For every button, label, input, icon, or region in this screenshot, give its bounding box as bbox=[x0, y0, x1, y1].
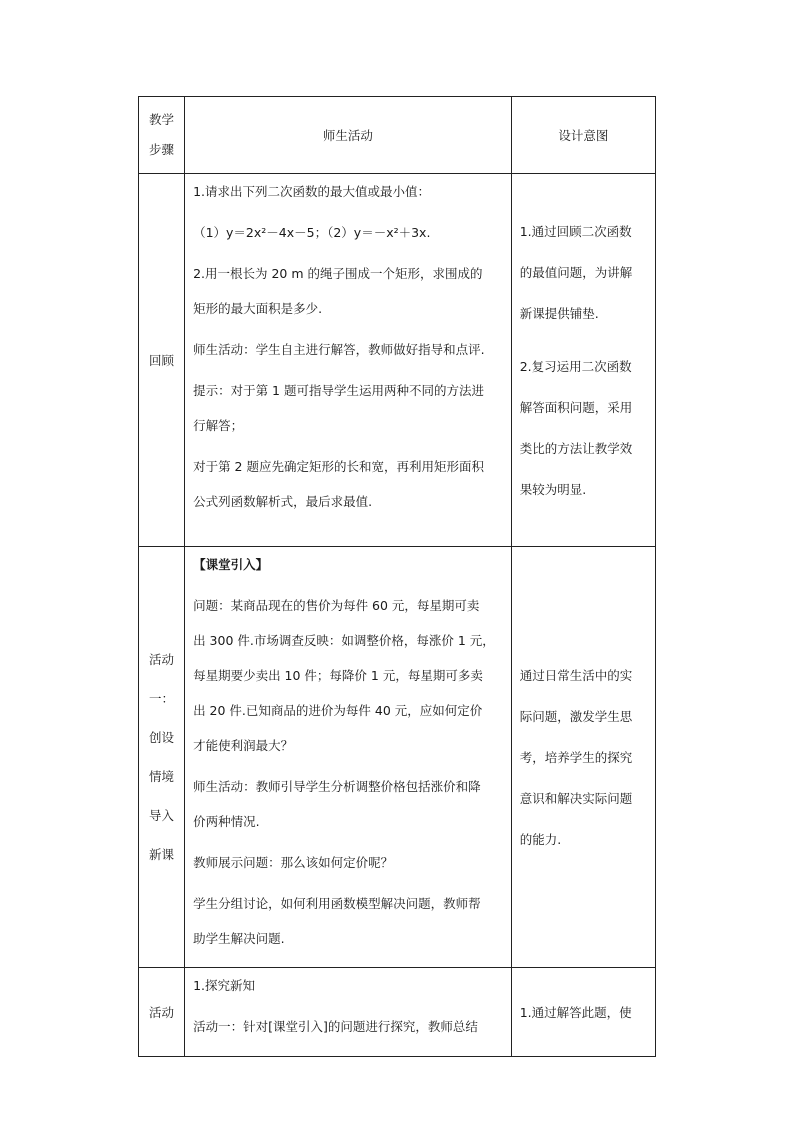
review-question1: 1.请求出下列二次函数的最大值或最小值： bbox=[193, 184, 431, 199]
activity1-problem-line: 问题：某商品现在的售价为每件 60 元，每星期可卖 bbox=[193, 598, 480, 613]
header-step-line2: 步骤 bbox=[149, 142, 175, 157]
activity1-intent-cell bbox=[511, 547, 655, 968]
activity1-intent-line: 通过日常生活中的实 bbox=[519, 667, 633, 683]
review-intent1-line: 1.通过回顾二次函数 bbox=[519, 223, 632, 239]
activity1-step-line: 一： bbox=[149, 691, 175, 706]
review-question2-line1: 2.用一根长为 20 m 的绳子围成一个矩形，求围成的 bbox=[193, 266, 483, 281]
review-intent1-line: 新课提供铺垫. bbox=[519, 305, 599, 321]
table-header-row bbox=[139, 97, 656, 174]
activity1-step-cell bbox=[139, 547, 185, 968]
activity2-intent-cell: 1.通过解答此题，使 bbox=[511, 968, 655, 1057]
review-intent1-line: 的最值问题，为讲解 bbox=[519, 264, 633, 280]
activity2-title: 1.探究新知 bbox=[193, 978, 256, 993]
lesson-plan-table bbox=[138, 96, 656, 1057]
review-hint2-line1: 对于第 2 题应先确定矩形的长和宽，再利用矩形面积 bbox=[193, 459, 484, 474]
activity1-step-line: 导入 bbox=[149, 808, 175, 823]
review-row bbox=[139, 174, 656, 547]
header-intent-cell: 设计意图 bbox=[511, 97, 655, 174]
header-step-cell bbox=[139, 97, 185, 174]
activity1-step-line: 活动 bbox=[149, 652, 175, 667]
activity1-row bbox=[139, 547, 656, 968]
activity1-teacher-line: 价两种情况. bbox=[193, 814, 260, 829]
review-hint-line2: 行解答； bbox=[193, 418, 244, 433]
review-question1-functions: （1）y＝2x²－4x－5；（2）y＝－x²＋3x. bbox=[193, 225, 431, 240]
review-teacher-activity: 师生活动：学生自主进行解答，教师做好指导和点评. bbox=[193, 342, 485, 357]
activity1-section-title: 【课堂引入】 bbox=[193, 557, 269, 572]
activity1-intent-line: 的能力. bbox=[519, 831, 562, 847]
activity2-step-cell: 活动 bbox=[139, 968, 185, 1057]
header-step-line1: 教学 bbox=[149, 112, 175, 127]
review-intent2-line: 解答面积问题，采用 bbox=[519, 399, 633, 415]
review-intent2-line: 类比的方法让教学效 bbox=[519, 440, 633, 456]
activity1-problem-line: 出 300 件.市场调查反映：如调整价格，每涨价 1 元， bbox=[193, 633, 495, 648]
activity1-intent-line: 意识和解决实际问题 bbox=[519, 790, 633, 806]
review-question2-line2: 矩形的最大面积是多少. bbox=[193, 301, 323, 316]
header-activity-cell: 师生活动 bbox=[185, 97, 512, 174]
review-hint-line1: 提示：对于第 1 题可指导学生运用两种不同的方法进 bbox=[193, 383, 484, 398]
activity1-show-question: 教师展示问题：那么该如何定价呢？ bbox=[193, 855, 394, 870]
review-intent-cell bbox=[511, 174, 655, 547]
activity1-teacher-line: 师生活动：教师引导学生分析调整价格包括涨价和降 bbox=[193, 779, 481, 794]
activity1-step-line: 创设 bbox=[149, 730, 175, 745]
activity1-group-line: 助学生解决问题. bbox=[193, 931, 285, 946]
activity2-line: 活动一：针对[课堂引入]的问题进行探究，教师总结 bbox=[193, 1019, 478, 1034]
review-activity-cell bbox=[185, 174, 512, 547]
activity1-problem-line: 才能使利润最大？ bbox=[193, 738, 294, 753]
activity1-group-line: 学生分组讨论，如何利用函数模型解决问题，教师帮 bbox=[193, 896, 481, 911]
review-step-cell: 回顾 bbox=[139, 174, 185, 547]
activity1-intent-line: 际问题，激发学生思 bbox=[519, 708, 633, 724]
activity1-step-line: 新课 bbox=[149, 847, 175, 862]
review-intent2-line: 果较为明显. bbox=[519, 481, 587, 497]
activity2-row bbox=[139, 968, 656, 1057]
activity1-intent-line: 考，培养学生的探究 bbox=[519, 749, 633, 765]
review-hint2-line2: 公式列函数解析式，最后求最值. bbox=[193, 494, 373, 509]
activity1-problem-line: 每星期要少卖出 10 件；每降价 1 元，每星期可多卖 bbox=[193, 668, 483, 683]
activity1-problem-line: 出 20 件.已知商品的进价为每件 40 元，应如何定价 bbox=[193, 703, 483, 718]
review-intent2-line: 2.复习运用二次函数 bbox=[519, 358, 632, 374]
activity1-activity-cell bbox=[185, 547, 512, 968]
activity2-activity-cell bbox=[185, 968, 512, 1057]
activity1-step-line: 情境 bbox=[149, 769, 175, 784]
